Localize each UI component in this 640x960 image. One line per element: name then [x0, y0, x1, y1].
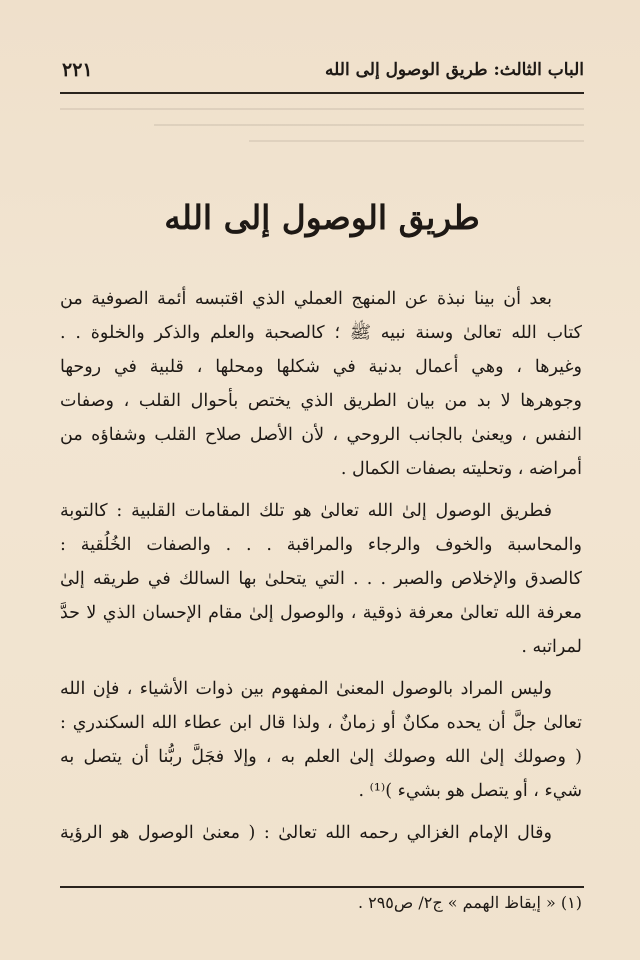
text-line: أمراضه ، وتحليته بصفات الكمال .: [340, 459, 582, 479]
body-text: [60, 282, 582, 850]
text-line: ( وصولك إلىٰ الله وصولك إلىٰ العلم به ، وإلا فجَلَّ ربُّنا أن يتصل به: [60, 747, 582, 767]
text-line: والمحاسبة والخوف والرجاء والمراقبة . . . والصفات الخُلُقية :: [60, 535, 582, 555]
text-line: فطريق الوصول إلىٰ الله تعالىٰ هو تلك المقامات القلبية : كالتوبة: [60, 501, 552, 521]
text-line: كتاب الله تعالىٰ وسنة نبيه ﷺ ؛ كالصحبة والعلم والذكر والخلوة . .: [60, 323, 582, 343]
show-through-line: [154, 124, 584, 126]
running-header: [60, 58, 584, 94]
chapter-title: طريق الوصول إلى الله: [164, 198, 480, 237]
text-line: لمراتبه .: [521, 637, 582, 657]
show-through-line: [249, 140, 584, 142]
text-line: شيء ، أو يتصل هو بشيء )⁽¹⁾ .: [358, 781, 582, 801]
text-line: كالصدق والإخلاص والصبر . . . التي يتحلىٰ بها السالك في طريقه إلىٰ: [60, 569, 582, 589]
text-line: تعالىٰ جلَّ أن يحده مكانٌ أو زمانٌ ، ولذا قال ابن عطاء الله السكندري :: [60, 713, 582, 733]
text-line: وغيرها ، وهي أعمال بدنية في شكلها ومحلها ، قلبية في روحها: [60, 357, 582, 377]
text-line: وجوهرها لا بد من بيان الطريق الذي يختص بأحوال القلب ، وصفات: [60, 391, 582, 411]
page-number: ٢٢١: [62, 59, 93, 81]
footnote: (١) « إيقاظ الهمم » ج٢/ ص٢٩٥ .: [357, 893, 582, 912]
show-through-line: [60, 108, 584, 110]
text-line: النفس ، ويعنىٰ بالجانب الروحي ، لأن الأصل صلاح القلب وشفاؤه من: [60, 425, 582, 445]
text-line: بعد أن بينا نبذة عن المنهج العملي الذي اقتبسه أئمة الصوفية من: [60, 289, 552, 309]
text-line: وقال الإمام الغزالي رحمه الله تعالىٰ : ( معنىٰ الوصول هو الرؤية: [60, 823, 552, 843]
text-line: معرفة الله تعالىٰ معرفة ذوقية ، والوصول إلىٰ مقام الإحسان الذي لا حدَّ: [60, 603, 582, 623]
show-through-text: [60, 108, 584, 154]
text-line: وليس المراد بالوصول المعنىٰ المفهوم بين ذوات الأشياء ، فإن الله: [60, 679, 552, 699]
running-title: الباب الثالث: طريق الوصول إلى الله: [325, 60, 584, 80]
footnote-rule: [60, 886, 584, 888]
